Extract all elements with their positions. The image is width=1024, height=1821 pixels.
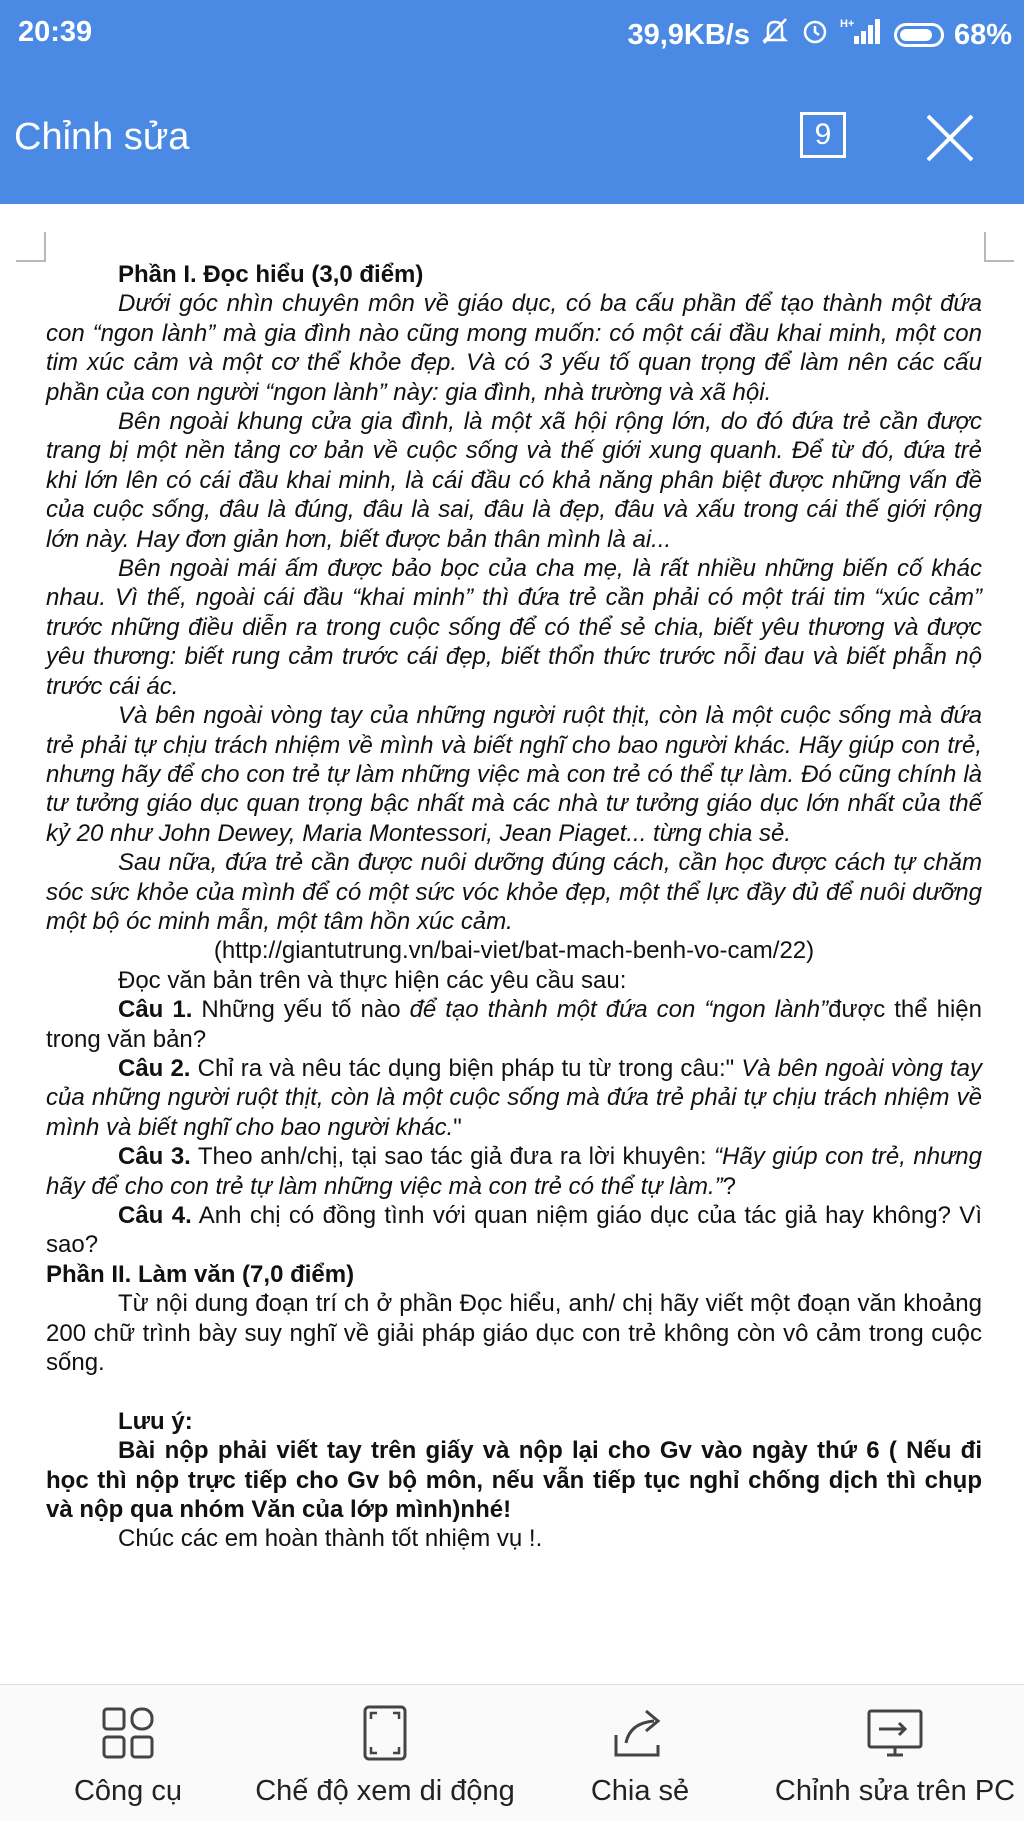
document-view[interactable] [0, 204, 1024, 1684]
question-1: Câu 1. Những yếu tố nào để tạo thành một đứa con “ngon lành”được thể hiện trong văn bản? [46, 996, 982, 1053]
page-count-button[interactable]: 9 [800, 112, 846, 158]
question-2: Câu 2. Chỉ ra và nêu tác dụng biện pháp tu từ trong câu:" Và bên ngoài vòng tay của những người ruột thịt, còn là một cuộc sống mà đứa trẻ phải tự chịu trách nhiệm về mình và biết nghĩ cho bao người khác." [46, 1054, 982, 1141]
paragraph-4: Và bên ngoài vòng tay của những người ruột thịt, còn là một cuộc sống mà đứa trẻ phải tự chịu trách nhiệm về mình và biết nghĩ cho bao người khác. Hãy giúp con trẻ, nhưng hãy để cho con trẻ tự làm những việc mà con trẻ có thể tự làm. Đó cũng chính là tư tưởng giáo dục quan trọng bậc nhất mà các nhà tư tưởng giáo dục lớn nhất của thế kỷ 20 như John Dewey, Maria Montessori, Jean Piaget... từng chia sẻ. [46, 702, 982, 847]
signal-icon [840, 16, 884, 54]
bell-muted-icon [760, 16, 790, 54]
signal-label: H+ [839, 18, 855, 30]
share-label: Chia sẻ [590, 1775, 690, 1807]
source-link[interactable]: (http://giantutrung.vn/bai-viet/bat-mach-benh-vo-cam/22) [213, 937, 815, 965]
page-corner-marker [984, 232, 1014, 262]
app-header [0, 0, 1024, 204]
status-bar [0, 0, 1024, 68]
part1-title: Phần I. Đọc hiểu (3,0 điểm) [118, 261, 424, 288]
status-time: 20:39 [18, 16, 93, 48]
closing-line: Chúc các em hoàn thành tốt nhiệm vụ !. [118, 1525, 543, 1553]
status-indicators [627, 16, 1012, 54]
paragraph-1: Dưới góc nhìn chuyên môn về giáo dục, có ba cấu phần để tạo thành một đứa con “ngon lành” mà gia đình nào cũng mong muốn: có một cái đầu khai minh, một con tim xúc cảm và một cơ thể khỏe đẹp. Và có 3 yếu tố quan trọng để làm nên các cấu phần của con người “ngon lành” này: gia đình, nhà trường và xã hội. [46, 290, 982, 406]
page-title: Chỉnh sửa [14, 116, 190, 158]
note-text: Bài nộp phải viết tay trên giấy và nộp lại cho Gv vào ngày thứ 6 ( Nếu đi học thì nộp trực tiếp cho Gv bộ môn, nếu vẫn tiếp tục nghỉ chống dịch thì chụp và nộp qua nhóm Văn của lớp mình)nhé! [46, 1437, 982, 1524]
mobile-view-label: Chế độ xem di động [255, 1775, 515, 1807]
edit-on-pc-button[interactable] [770, 1685, 1020, 1821]
edit-on-pc-icon [863, 1705, 927, 1761]
tools-icon [96, 1705, 160, 1761]
bottom-toolbar [0, 1684, 1024, 1821]
instruction: Đọc văn bản trên và thực hiện các yêu cầu sau: [118, 966, 627, 994]
close-icon [918, 106, 982, 170]
tools-label: Công cụ [73, 1775, 182, 1807]
mobile-view-button[interactable] [250, 1685, 520, 1821]
network-speed: 39,9KB/s [627, 18, 750, 51]
page-corner-marker [16, 232, 46, 262]
part2-title: Phần II. Làm văn (7,0 điểm) [46, 1260, 355, 1288]
paragraph-5: Sau nữa, đứa trẻ cần được nuôi dưỡng đúng cách, cần học được cách tự chăm sóc sức khỏe của mình để có một sức vóc khỏe đẹp, một thể lực đầy đủ để nuôi dưỡng một bộ óc minh mẫn, một tâm hồn xúc cảm. [46, 849, 982, 935]
part2-text: Từ nội dung đoạn trí ch ở phần Đọc hiểu, anh/ chị hãy viết một đoạn văn khoảng 200 chữ trình bày suy nghĩ về giải pháp giáo dục con trẻ không còn vô cảm trong cuộc sống. [46, 1290, 982, 1377]
mobile-view-icon [353, 1705, 417, 1761]
share-icon [608, 1705, 672, 1761]
tools-button[interactable] [50, 1685, 206, 1821]
share-button[interactable] [580, 1685, 700, 1821]
document-text [46, 260, 982, 1554]
battery-percent: 68% [953, 18, 1012, 51]
note-title: Lưu ý: [118, 1407, 193, 1435]
paragraph-3: Bên ngoài mái ấm được bảo bọc của cha mẹ, là rất nhiều những biến cố khác nhau. Vì thế, ngoài cái đầu “khai minh” thì đứa trẻ cần phải có một trái tim “xúc cảm” trước những điều diễn ra trong cuộc sống để có thể sẻ chia, biết yêu thương và được yêu thương: biết rung cảm trước cái đẹp, biết thổn thức trước nỗi đau và biết phẫn nộ trước cái ác. [46, 555, 982, 700]
question-3: Câu 3. Theo anh/chị, tại sao tác giả đưa ra lời khuyên: “Hãy giúp con trẻ, nhưng hãy để cho con trẻ tự làm những việc mà con trẻ có thể tự làm.”? [46, 1143, 982, 1200]
battery-icon [894, 23, 944, 47]
paragraph-2: Bên ngoài khung cửa gia đình, là một xã hội rộng lớn, do đó đứa trẻ cần được trang bị một nền tảng cơ bản về cuộc sống và thế giới xung quanh. Để từ đó, đứa trẻ khi lớn lên có cái đầu khai minh, là cái đầu có khả năng phân biệt được những vấn đề của cuộc sống, đâu là đúng, đâu là sai, đâu là đẹp, đâu và xấu trong cái thế giới rộng lớn này. Hay đơn giản hơn, biết được bản thân mình là ai... [46, 408, 982, 553]
question-4: Câu 4. Anh chị có đồng tình với quan niệm giáo dục của tác giả hay không? Vì sao? [46, 1202, 982, 1259]
edit-on-pc-label: Chỉnh sửa trên PC [774, 1775, 1016, 1807]
alarm-icon [800, 16, 830, 54]
close-button[interactable] [918, 106, 982, 170]
